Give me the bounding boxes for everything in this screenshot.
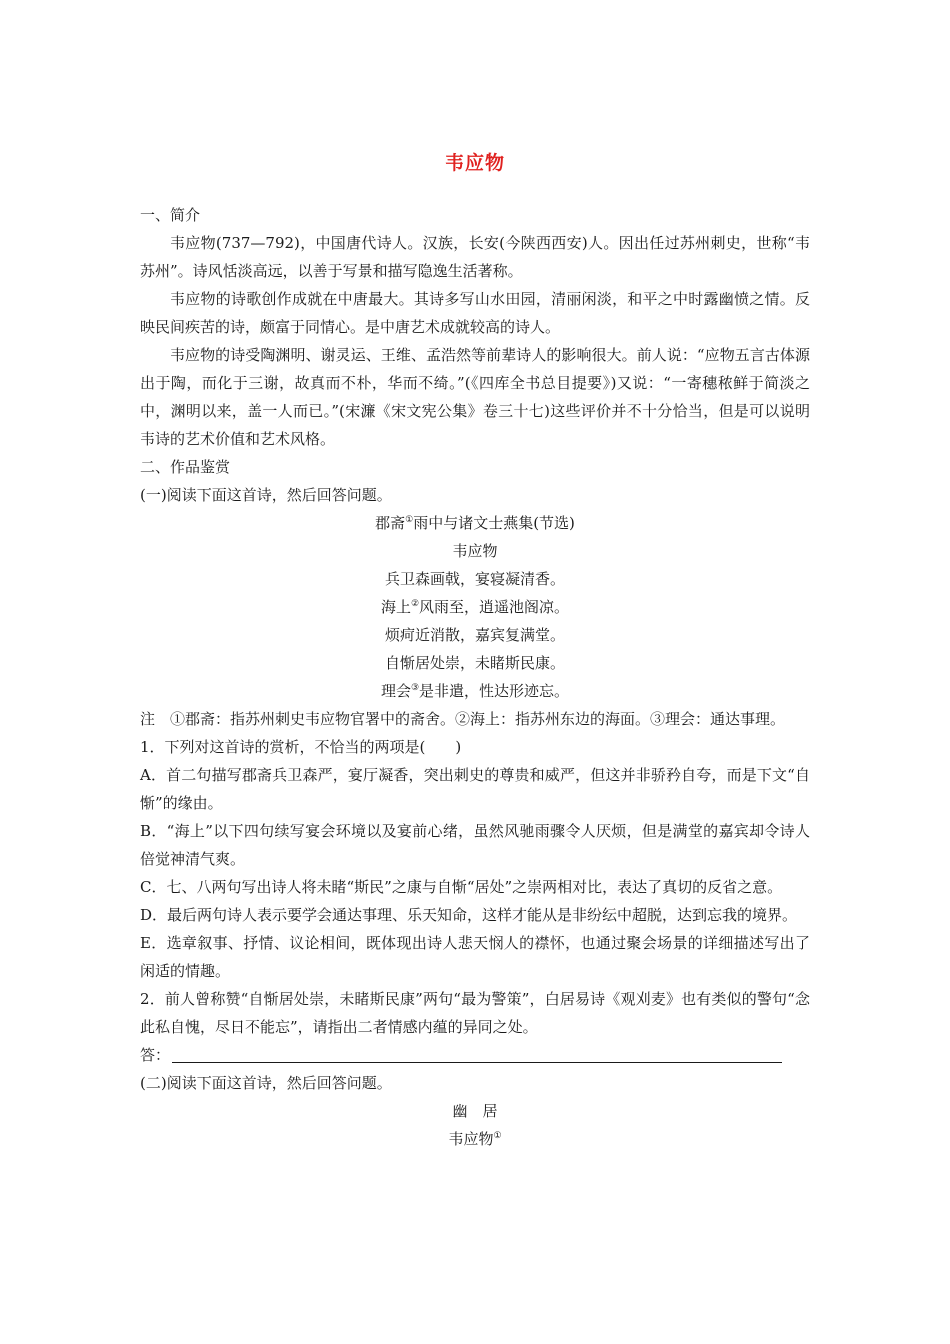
poem2-title: 幽 居 <box>452 1102 498 1120</box>
poem1-line-3: 烦疴近消散，嘉宾复满堂。 <box>384 626 565 644</box>
poem2-author-name: 韦应物 <box>448 1130 494 1148</box>
section-heading-intro: 一、简介 <box>140 206 201 224</box>
answer-label: 答： <box>140 1046 171 1064</box>
footnote-marker-poem2: ① <box>493 1131 502 1141</box>
poem1-author: 韦应物 <box>452 542 498 560</box>
section-heading-appreciation: 二、作品鉴赏 <box>140 458 231 476</box>
option-c: C．七、八两句写出诗人将未睹“斯民”之康与自惭“居处”之崇两相对比，表达了真切的反省之意。 <box>140 878 783 896</box>
answer-line[interactable] <box>172 1042 782 1063</box>
footnote-marker-3: ③ <box>410 683 420 693</box>
poem1-line-4: 自惭居处崇，未睹斯民康。 <box>384 654 565 672</box>
poem1-title-b: 雨中与诸文士燕集(节选) <box>413 514 575 532</box>
intro-paragraph-2: 韦应物的诗歌创作成就在中唐最大。其诗多写山水田园，清丽闲淡，和平之中时露幽愤之情。反映民间疾苦的诗，颇富于同情心。是中唐艺术成就较高的诗人。 <box>140 290 810 336</box>
intro-paragraph-3: 韦应物的诗受陶渊明、谢灵运、王维、孟浩然等前辈诗人的影响很大。前人说：“应物五言古体源出于陶，而化于三谢，故真而不朴，华而不绮。”(《四库全书总目提要》)又说：“一寄穗秾鲜于简淡之中，渊明以来，盖一人而已。”(宋濂《宋文宪公集》卷三十七)这些评价并不十分恰当，但是可以说明韦诗的艺术价值和艺术风格。 <box>140 346 810 448</box>
poem1-line-5-b: 是非遣，性达形迹忘。 <box>419 682 570 700</box>
answer-row <box>140 1041 810 1069</box>
poem1-line-5-a: 理会 <box>380 682 411 700</box>
poem1-line-2 <box>140 593 810 621</box>
page-title: 韦应物 <box>444 152 505 174</box>
question-1: 1．下列对这首诗的赏析，不恰当的两项是( ) <box>140 738 462 756</box>
poem1-title-a: 郡斋 <box>375 514 406 532</box>
option-e: E．选章叙事、抒情、议论相间，既体现出诗人悲天悯人的襟怀，也通过聚会场景的详细描述写出了闲适的情趣。 <box>140 934 810 980</box>
poem1-line-5 <box>140 677 810 705</box>
footnote-marker-2: ② <box>410 599 420 609</box>
footnote-marker-1: ① <box>405 515 414 525</box>
option-a: A．首二句描写郡斋兵卫森严，宴厅凝香，突出刺史的尊贵和威严，但这并非骄矜自夸，而是下文“自惭”的缘由。 <box>140 766 810 812</box>
part2-instruction: (二)阅读下面这首诗，然后回答问题。 <box>140 1074 392 1092</box>
intro-paragraph-1: 韦应物(737—792)，中国唐代诗人。汉族，长安(今陕西西安)人。因出任过苏州刺史，世称“韦苏州”。诗风恬淡高远，以善于写景和描写隐逸生活著称。 <box>140 234 810 280</box>
poem1-line-2-a: 海上 <box>380 598 411 616</box>
part1-instruction: (一)阅读下面这首诗，然后回答问题。 <box>140 486 392 504</box>
poem1-line-2-b: 风雨至，逍遥池阁凉。 <box>419 598 570 616</box>
document-page <box>140 140 810 1153</box>
poem1-line-1: 兵卫森画戟，宴寝凝清香。 <box>384 570 565 588</box>
poem2-author <box>140 1125 810 1153</box>
option-b: B．“海上”以下四句续写宴会环境以及宴前心绪，虽然风驰雨骤令人厌烦，但是满堂的嘉宾却令诗人倍觉神清气爽。 <box>140 822 810 868</box>
poem1-title <box>140 509 810 537</box>
poem1-notes: 注 ①郡斋：指苏州刺史韦应物官署中的斋舍。②海上：指苏州东边的海面。③理会：通达事理。 <box>140 710 786 728</box>
question-2: 2．前人曾称赞“自惭居处崇，未睹斯民康”两句“最为警策”，白居易诗《观刈麦》也有类似的警句“念此私自愧，尽日不能忘”，请指出二者情感内蕴的异同之处。 <box>140 990 810 1036</box>
option-d: D．最后两句诗人表示要学会通达事理、乐天知命，这样才能从是非纷纭中超脱，达到忘我的境界。 <box>140 906 798 924</box>
